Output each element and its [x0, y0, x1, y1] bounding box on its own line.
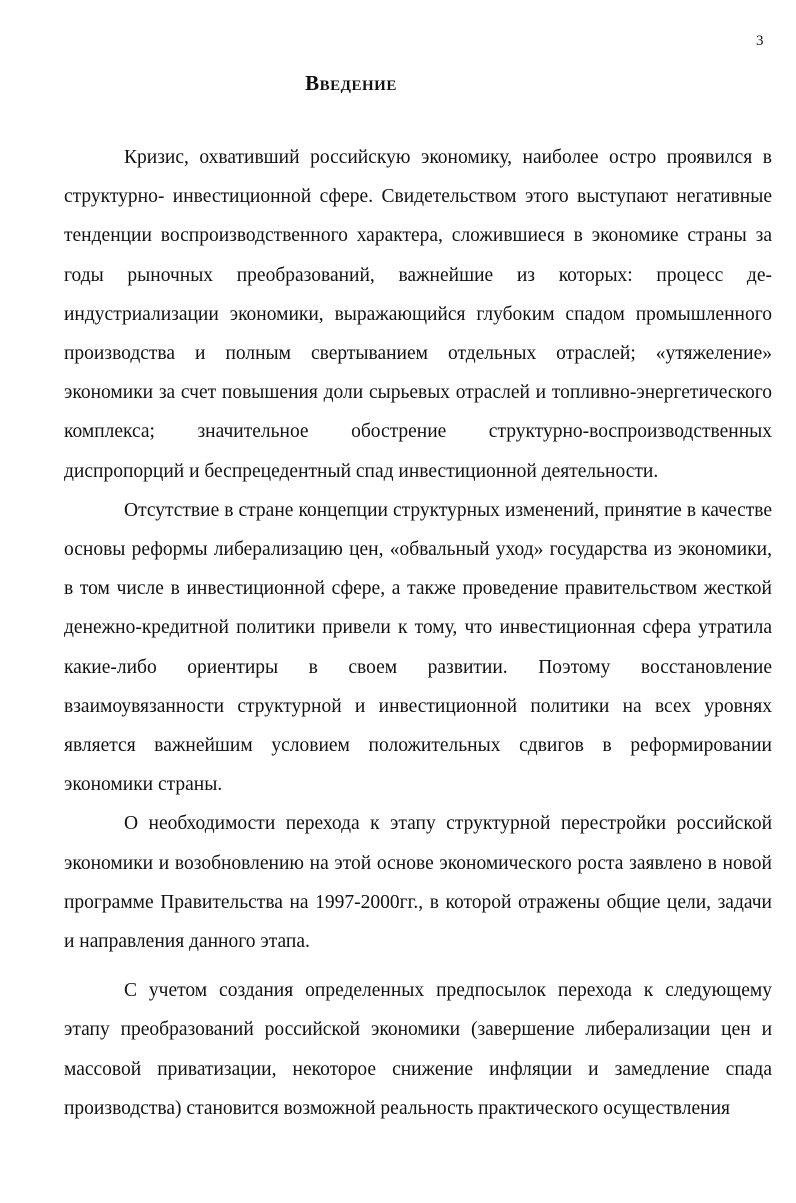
paragraph-no-concept: Отсутствие в стране концепции структурных изменений, принятие в качестве основы реформы либерализацию цен, «обвальный уход» государства из экономики, в том числе в инвестиционной сфере, а также проведение правительством жесткой денежно-кредитной политики привели к тому, что инвестиционная сфера утратила какие-либо ориентиры в своем развитии. Поэтому восстановление взаимоувязанности структурной и инвестиционной политики на всех уровнях является важнейшим условием положительных сдвигов в реформировании экономики страны. [64, 499, 772, 796]
page-number: 3 [756, 33, 764, 49]
page-title: Введение [305, 71, 397, 95]
paragraph-crisis: Кризис, охвативший российскую экономику, наиболее остро проявился в структурно- инвестиционной сфере. Свидетельством этого выступают негативные тенденции воспроизводственного характера, сложившиеся в экономике страны за годы рыночных преобразований, важнейшие из которых: процесс деиндустриализации экономики, выражающийся глубоким спадом промышленного производства и полным свертыванием отдельных отраслей; «утяжеление» экономики за счет повышения доли сырьевых отраслей и топливно-энергетического комплекса; значительное обострение структурно-воспроизводственных диспропорций и беспрецедентный спад инвестиционной деятельности. [64, 147, 772, 482]
document-body [64, 138, 772, 1128]
paragraph-prerequisites: С учетом создания определенных предпосылок перехода к следующему этапу преобразований российской экономики (завершение либерализации цен и массовой приватизации, некоторое снижение инфляции и замедление спада производства) становится возможной реальность практического осуществления [64, 980, 772, 1119]
paragraph-transition: О необходимости перехода к этапу структурной перестройки российской экономики и возобновлению на этой основе экономического роста заявлено в новой программе Правительства на 1997-2000гг., в которой отражены общие цели, задачи и направления данного этапа. [64, 813, 772, 953]
